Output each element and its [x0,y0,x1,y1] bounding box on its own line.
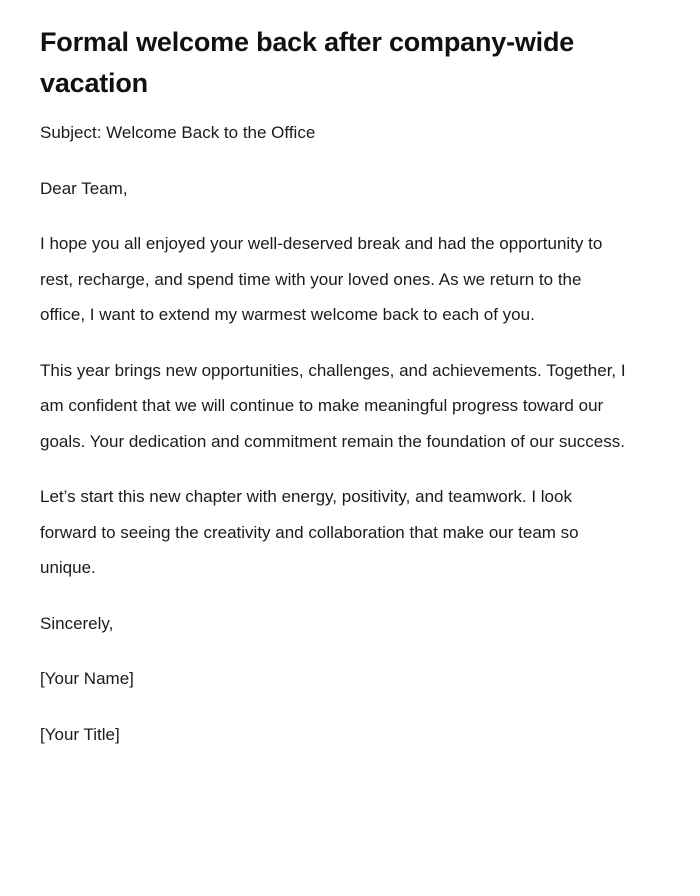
page-title: Formal welcome back after company-wide vacation [40,27,575,98]
paragraph-subject: Subject: Welcome Back to the Office [40,123,316,142]
paragraph-salutation: Dear Team, [40,178,128,198]
signature-title: [Your Title] [40,724,120,744]
signature-name: [Your Name] [40,669,134,688]
paragraph-body-2: This year brings new opportunities, challenges, and achievements. Together, I am confident that we will continue to make meaningful progress toward our goals. Your dedication and commitment remain the foundation of our success. [40,360,626,451]
paragraph-body-1: I hope you all enjoyed your well-deserved break and had the opportunity to rest, recharge, and spend time with your loved ones. As we return to the office, I want to extend my warmest welcome back to each of you. [40,234,603,324]
paragraph-closing: Sincerely, [40,613,114,633]
paragraph-body-3: Let’s start this new chapter with energy, positivity, and teamwork. I look forward to seeing the creativity and collaboration that make our team so unique. [40,487,579,577]
document-body [40,115,660,752]
